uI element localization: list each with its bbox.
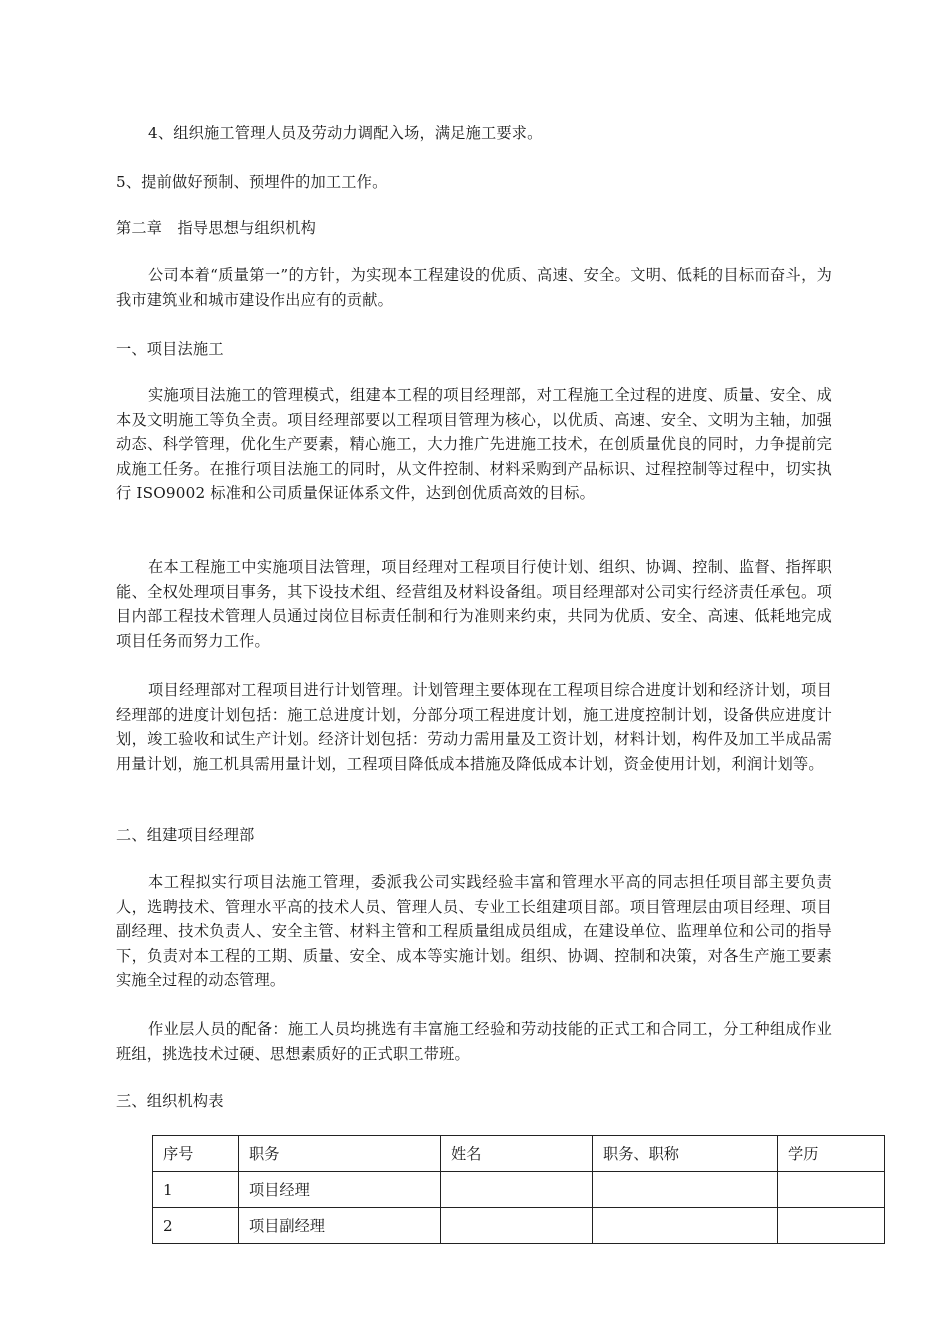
paragraph-project-department-2: 作业层人员的配备：施工人员均挑选有丰富施工经验和劳动技能的正式工和合同工，分工种组成作业班组，挑选技术过硬、思想素质好的正式职工带班。 [116, 1020, 832, 1063]
paragraph-project-department-1: 本工程拟实行项目法施工管理，委派我公司实践经验丰富和管理水平高的同志担任项目部主要负责人，选聘技术、管理水平高的技术人员、管理人员、专业工长组建项目部。项目管理层由项目经理、项目副经理、技术负责人、安全主管、材料主管和工程质量组成员组成，在建设单位、监理单位和公司的指导下，负责对本工程的工期、质量、安全、成本等实施计划。组织、协调、控制和决策，对各生产施工要素实施全过程的动态管理。 [116, 873, 832, 989]
chapter-intro-paragraph: 公司本着“质量第一”的方针，为实现本工程建设的优质、高速、安全。文明、低耗的目标而奋斗，为我市建筑业和城市建设作出应有的贡献。 [116, 266, 832, 309]
table-cell [441, 1172, 593, 1208]
table-header-cell: 姓名 [441, 1136, 593, 1172]
table-row [153, 1208, 885, 1244]
table-header-cell: 序号 [153, 1136, 239, 1172]
section-heading-project-method: 一、项目法施工 [116, 340, 224, 358]
org-structure-table [152, 1135, 885, 1244]
table-cell [593, 1172, 778, 1208]
table-cell: 2 [153, 1208, 239, 1244]
paragraph-project-method-3: 项目经理部对工程项目进行计划管理。计划管理主要体现在工程项目综合进度计划和经济计划，项目经理部的进度计划包括：施工总进度计划，分部分项工程进度计划，施工进度控制计划，设备供应进度计划，竣工验收和试生产计划。经济计划包括：劳动力需用量及工资计划，材料计划，构件及加工半成品需用量计划，施工机具需用量计划，工程项目降低成本措施及降低成本计划，资金使用计划，利润计划等。 [116, 681, 832, 773]
table-cell: 项目副经理 [239, 1208, 441, 1244]
table-cell: 1 [153, 1172, 239, 1208]
table-cell [593, 1208, 778, 1244]
table-cell [778, 1208, 885, 1244]
table-header-row [153, 1136, 885, 1172]
list-item-5: 5、提前做好预制、预埋件的加工工作。 [116, 173, 388, 191]
section-heading-org-table: 三、组织机构表 [116, 1092, 224, 1110]
chapter-title: 第二章 指导思想与组织机构 [116, 219, 317, 237]
table-row [153, 1172, 885, 1208]
paragraph-project-method-1: 实施项目法施工的管理模式，组建本工程的项目经理部，对工程施工全过程的进度、质量、安全、成本及文明施工等负全责。项目经理部要以工程项目管理为核心，以优质、高速、安全、文明为主轴，加强动态、科学管理，优化生产要素，精心施工，大力推广先进施工技术，在创质量优良的同时，力争提前完成施工任务。在推行项目法施工的同时，从文件控制、材料采购到产品标识、过程控制等过程中，切实执行 ISO9002 标准和公司质量保证体系文件，达到创优质高效的目标。 [116, 386, 832, 502]
section-heading-project-department: 二、组建项目经理部 [116, 826, 255, 844]
table-header-cell: 职务、职称 [593, 1136, 778, 1172]
table-header-cell: 学历 [778, 1136, 885, 1172]
table-cell: 项目经理 [239, 1172, 441, 1208]
table-cell [778, 1172, 885, 1208]
paragraph-project-method-2: 在本工程施工中实施项目法管理，项目经理对工程项目行使计划、组织、协调、控制、监督、指挥职能、全权处理项目事务，其下设技术组、经营组及材料设备组。项目经理部对公司实行经济责任承包。项目内部工程技术管理人员通过岗位目标责任制和行为准则来约束，共同为优质、安全、高速、低耗地完成项目任务而努力工作。 [116, 558, 832, 650]
table-header-cell: 职务 [239, 1136, 441, 1172]
list-item-4: 4、组织施工管理人员及劳动力调配入场，满足施工要求。 [148, 124, 543, 142]
table-cell [441, 1208, 593, 1244]
